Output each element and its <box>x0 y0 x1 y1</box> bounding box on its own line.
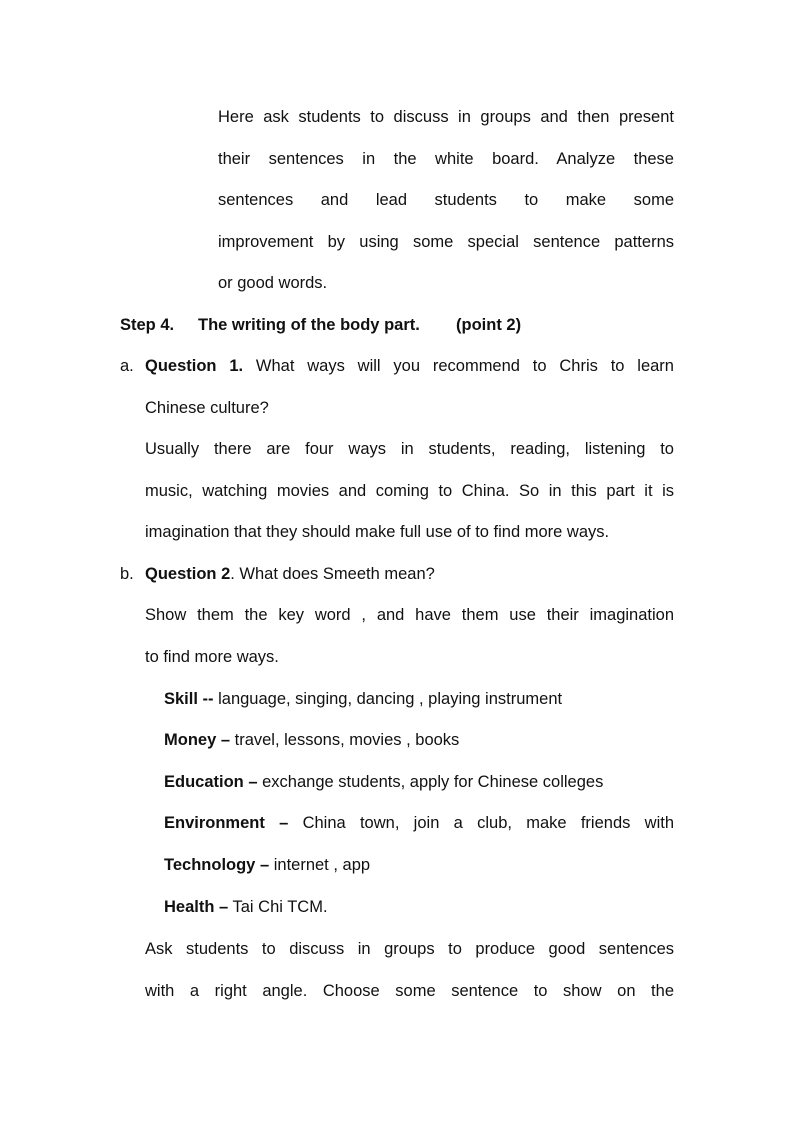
category-desc: travel, lessons, movies , books <box>230 731 460 749</box>
category-separator: – <box>255 856 270 874</box>
category-education <box>164 771 603 793</box>
step-point: (point 2) <box>456 316 522 334</box>
question-1-text: What ways will you recommend to Chris to learn <box>255 357 674 375</box>
question-2-label: Question 2 <box>145 565 231 583</box>
category-separator: – <box>216 731 231 749</box>
category-skill <box>164 688 562 710</box>
category-desc: China town, join a club, make friends with <box>288 814 674 832</box>
category-separator: – <box>264 814 289 832</box>
category-desc: language, singing, dancing , playing instrument <box>213 690 563 708</box>
category-technology <box>164 854 370 876</box>
list-marker-b: b. <box>120 565 134 583</box>
intro-line: Here ask students to discuss in groups and then present <box>218 108 674 126</box>
category-term: Technology <box>164 856 256 874</box>
answer-line: Show them the key word , and have them use their imagination <box>145 606 674 624</box>
step-label: Step 4. <box>120 316 175 334</box>
answer-line: to find more ways. <box>145 648 279 666</box>
category-term: Skill <box>164 690 198 708</box>
question-2-line <box>145 563 674 585</box>
intro-line: improvement by using some special sentence patterns <box>218 233 674 251</box>
category-desc: exchange students, apply for Chinese colleges <box>257 773 604 791</box>
category-term: Money <box>164 731 217 749</box>
category-money <box>164 729 459 751</box>
category-desc: internet , app <box>269 856 371 874</box>
answer-line: imagination that they should make full use of to find more ways. <box>145 523 610 541</box>
question-1-line <box>145 355 674 377</box>
answer-line: music, watching movies and coming to China. So in this part it is <box>145 482 674 500</box>
step-title: The writing of the body part. <box>198 316 420 334</box>
question-2-text: . What does Smeeth mean? <box>230 565 435 583</box>
question-1-text-cont: Chinese culture? <box>145 399 269 417</box>
category-desc: Tai Chi TCM. <box>228 898 328 916</box>
intro-line: their sentences in the white board. Analyze these <box>218 150 674 168</box>
category-term: Environment <box>164 814 265 832</box>
category-separator: -- <box>197 690 214 708</box>
closing-line: Ask students to discuss in groups to produce good sentences <box>145 940 674 958</box>
closing-line: with a right angle. Choose some sentence to show on the <box>145 982 674 1000</box>
list-marker-a: a. <box>120 357 134 375</box>
category-environment <box>164 812 674 834</box>
question-1-label: Question 1. <box>145 357 244 375</box>
category-health <box>164 896 328 918</box>
intro-line: or good words. <box>218 274 328 292</box>
category-separator: – <box>214 898 229 916</box>
category-term: Education <box>164 773 244 791</box>
category-separator: – <box>243 773 258 791</box>
category-term: Health <box>164 898 215 916</box>
intro-line: sentences and lead students to make some <box>218 191 674 209</box>
answer-line: Usually there are four ways in students, reading, listening to <box>145 440 674 458</box>
